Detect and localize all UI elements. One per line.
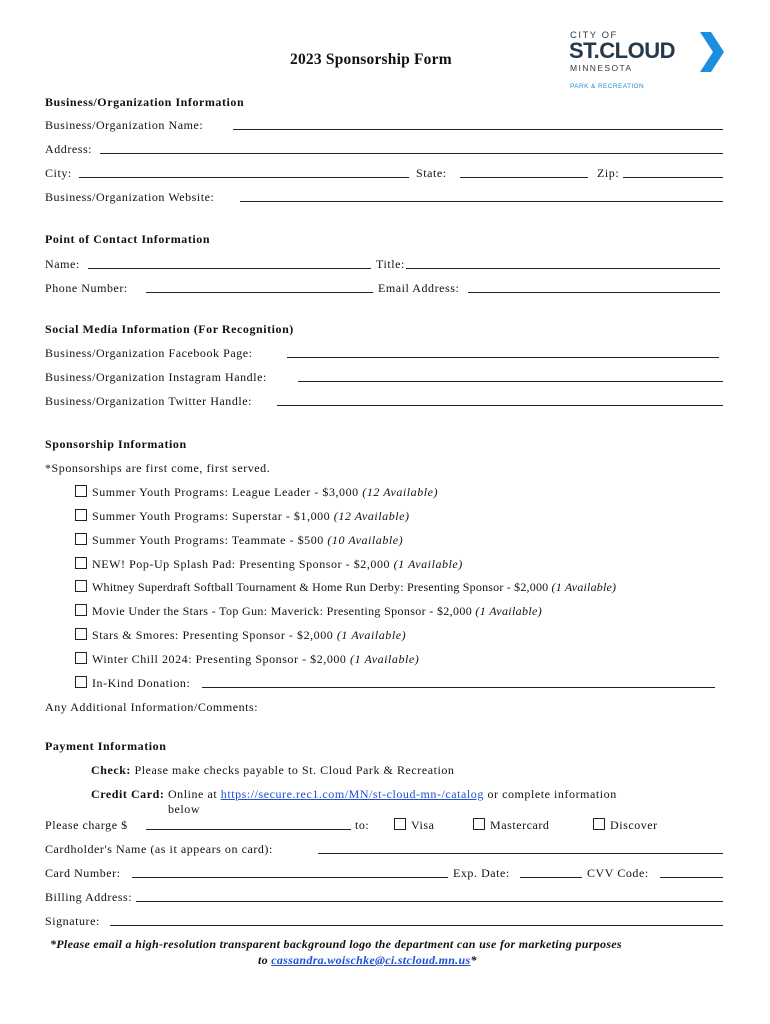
credit-card-label: Credit Card: — [91, 787, 165, 801]
checkbox[interactable] — [473, 818, 485, 830]
checkbox[interactable] — [75, 580, 87, 592]
option-availability: (1 Available) — [475, 604, 543, 618]
city-field[interactable] — [79, 166, 409, 178]
contact-name-field[interactable] — [88, 257, 371, 269]
sponsorship-option[interactable] — [75, 652, 419, 666]
footer-contact — [258, 953, 477, 967]
logo-city-of: CITY OF — [570, 30, 618, 41]
credit-card-text-below: below — [168, 802, 201, 816]
cardholder-field[interactable] — [318, 842, 723, 854]
charge-to-label: to: — [355, 818, 370, 832]
checkbox[interactable] — [75, 652, 87, 664]
cardholder-label: Cardholder's Name (as it appears on card): — [45, 842, 273, 856]
cvv-field[interactable] — [660, 866, 723, 878]
zip-field[interactable] — [623, 166, 723, 178]
inkind-label: In-Kind Donation: — [92, 676, 191, 690]
zip-label: Zip: — [597, 166, 620, 180]
credit-card-line — [91, 787, 617, 801]
option-label: Whitney Superdraft Softball Tournament & Home Run Derby: Presenting Sponsor - $2,000 — [92, 580, 549, 594]
option-availability: (1 Available) — [336, 628, 407, 642]
option-availability: (1 Available) — [551, 580, 617, 594]
address-label: Address: — [45, 142, 93, 156]
social-heading: Social Media Information (For Recognition) — [45, 322, 294, 336]
payment-heading: Payment Information — [45, 739, 167, 753]
business-heading: Business/Organization Information — [45, 95, 245, 109]
card-option-mastercard[interactable] — [473, 818, 549, 832]
logo-name: ST.CLOUD — [569, 38, 675, 63]
sponsorship-option[interactable] — [75, 604, 542, 618]
sponsorship-option[interactable] — [75, 485, 438, 499]
exp-date-label: Exp. Date: — [453, 866, 510, 880]
checkbox[interactable] — [394, 818, 406, 830]
contact-title-label: Title: — [376, 257, 405, 271]
inkind-option[interactable] — [75, 676, 190, 690]
catalog-link[interactable]: https://secure.rec1.com/MN/st-cloud-mn-/catalog — [220, 787, 484, 801]
contact-name-label: Name: — [45, 257, 80, 271]
exp-date-field[interactable] — [520, 866, 582, 878]
card-number-label: Card Number: — [45, 866, 121, 880]
page-title: 2023 Sponsorship Form — [290, 51, 452, 68]
card-option-discover[interactable] — [593, 818, 658, 832]
footer-note: *Please email a high-resolution transparent background logo the department can use for marketing purposes — [50, 937, 622, 951]
website-label: Business/Organization Website: — [45, 190, 215, 204]
cvv-label: CVV Code: — [587, 866, 649, 880]
phone-field[interactable] — [146, 281, 373, 293]
credit-card-text-post: or complete information — [487, 787, 617, 801]
checkbox[interactable] — [75, 557, 87, 569]
address-field[interactable] — [100, 142, 723, 154]
logo-state: MINNESOTA — [570, 63, 633, 73]
footer-asterisk: * — [470, 953, 477, 967]
option-label: Summer Youth Programs: Teammate - $500 — [92, 533, 324, 547]
sponsorship-note: *Sponsorships are first come, first served. — [45, 461, 271, 475]
sponsorship-option[interactable] — [75, 557, 463, 571]
option-label: Movie Under the Stars - Top Gun: Maverick: Presenting Sponsor - $2,000 — [92, 604, 473, 618]
instagram-field[interactable] — [298, 370, 723, 382]
contact-title-field[interactable] — [406, 257, 720, 269]
signature-field[interactable] — [110, 914, 723, 926]
city-label: City: — [45, 166, 72, 180]
footer-to: to — [258, 953, 268, 967]
option-label: NEW! Pop-Up Splash Pad: Presenting Sponsor - $2,000 — [92, 557, 391, 571]
sponsorship-heading: Sponsorship Information — [45, 437, 187, 451]
option-label: Winter Chill 2024: Presenting Sponsor - $2,000 — [92, 652, 347, 666]
check-label: Check: — [91, 763, 131, 777]
option-label: Stars & Smores: Presenting Sponsor - $2,000 — [92, 628, 334, 642]
footer-email-link[interactable]: cassandra.woischke@ci.stcloud.mn.us — [271, 953, 471, 967]
state-label: State: — [416, 166, 447, 180]
check-text: Please make checks payable to St. Cloud Park & Recreation — [134, 763, 455, 777]
city-logo — [570, 30, 730, 94]
option-availability: (1 Available) — [350, 652, 420, 666]
option-label: Summer Youth Programs: League Leader - $3,000 — [92, 485, 359, 499]
sponsorship-option[interactable] — [75, 533, 403, 547]
facebook-field[interactable] — [287, 346, 719, 358]
checkbox[interactable] — [75, 604, 87, 616]
billing-field[interactable] — [136, 890, 723, 902]
option-availability: (10 Available) — [327, 533, 404, 547]
checkbox[interactable] — [75, 676, 87, 688]
sponsorship-option[interactable] — [75, 509, 410, 523]
check-line — [91, 763, 454, 777]
option-label: Summer Youth Programs: Superstar - $1,000 — [92, 509, 331, 523]
twitter-label: Business/Organization Twitter Handle: — [45, 394, 253, 408]
contact-heading: Point of Contact Information — [45, 232, 211, 246]
card-number-field[interactable] — [132, 866, 448, 878]
instagram-label: Business/Organization Instagram Handle: — [45, 370, 267, 384]
billing-label: Billing Address: — [45, 890, 133, 904]
website-field[interactable] — [240, 190, 723, 202]
arrow-chevron-icon — [698, 32, 724, 72]
charge-label: Please charge $ — [45, 818, 128, 832]
state-field[interactable] — [460, 166, 588, 178]
facebook-label: Business/Organization Facebook Page: — [45, 346, 253, 360]
signature-label: Signature: — [45, 914, 100, 928]
option-availability: (1 Available) — [393, 557, 463, 571]
checkbox[interactable] — [75, 628, 87, 640]
business-name-label: Business/Organization Name: — [45, 118, 204, 132]
option-availability: (12 Available) — [333, 509, 410, 523]
business-name-field[interactable] — [233, 118, 723, 130]
checkbox[interactable] — [593, 818, 605, 830]
card-option-label: Mastercard — [490, 818, 550, 832]
checkbox[interactable] — [75, 509, 87, 521]
checkbox[interactable] — [75, 533, 87, 545]
option-availability: (12 Available) — [362, 485, 439, 499]
checkbox[interactable] — [75, 485, 87, 497]
logo-department: PARK & RECREATION — [570, 83, 645, 90]
email-label: Email Address: — [378, 281, 460, 295]
credit-card-text: Online at — [167, 787, 218, 801]
sponsorship-option[interactable] — [75, 580, 616, 594]
card-option-label: Discover — [610, 818, 658, 832]
card-option-visa[interactable] — [394, 818, 434, 832]
comments-label: Any Additional Information/Comments: — [45, 700, 259, 714]
card-option-label: Visa — [411, 818, 435, 832]
phone-label: Phone Number: — [45, 281, 128, 295]
sponsorship-option[interactable] — [75, 628, 406, 642]
charge-amount-field[interactable] — [146, 818, 351, 830]
email-field[interactable] — [468, 281, 720, 293]
twitter-field[interactable] — [277, 394, 723, 406]
inkind-field[interactable] — [202, 676, 715, 688]
